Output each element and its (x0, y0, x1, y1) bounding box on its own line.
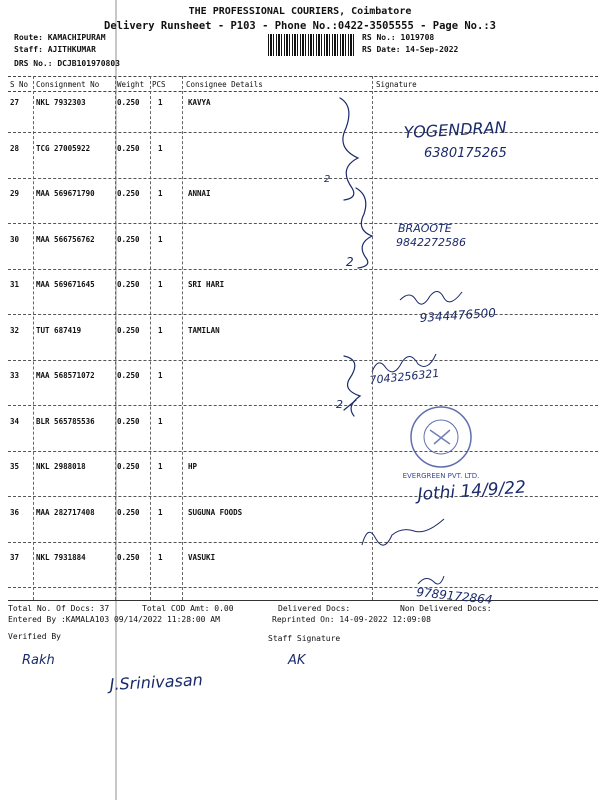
delivered-docs: Delivered Docs: (278, 604, 351, 613)
barcode (268, 34, 356, 56)
rs-date: RS Date: 14-Sep-2022 (362, 45, 459, 54)
row-weight: 0.250 (117, 280, 140, 289)
row-consignment-no: MAA 566756762 (36, 234, 95, 244)
row-pcs: 1 (158, 280, 163, 289)
row-pcs: 1 (158, 416, 163, 426)
total-docs: Total No. Of Docs: 37 (8, 604, 110, 613)
row-sno: 33 (10, 371, 20, 380)
sig-scribble-row32 (372, 354, 436, 372)
row-pcs: 1 (158, 143, 163, 153)
row-consignment-no: BLR 565785536 (36, 416, 95, 426)
sig-scribble-row31 (400, 291, 462, 304)
row-weight: 0.250 (117, 98, 140, 107)
verified-by-label: Verified By (8, 632, 61, 641)
col-signature: Signature (376, 80, 417, 89)
row-pcs: 1 (158, 507, 163, 517)
entered-by: Entered By :KAMALA103 09/14/2022 11:28:00 AM (8, 615, 220, 624)
row-consignee: ANNAI (188, 189, 211, 198)
row-weight: 0.250 (117, 189, 140, 198)
col-divider (33, 76, 34, 600)
bracket-rows-32-33 (344, 356, 360, 416)
col-consignment: Consignment No (36, 80, 100, 89)
row-divider (8, 314, 598, 315)
col-weight: Weight (117, 80, 145, 89)
row-sno: 32 (10, 325, 20, 335)
rs-number: RS No.: 1019708 (362, 33, 435, 42)
row-divider (8, 405, 598, 406)
col-divider (150, 76, 151, 600)
row-consignment-no: MAA 282717408 (36, 507, 95, 517)
row-consignee: TAMILAN (188, 325, 220, 335)
row-divider (8, 178, 598, 179)
row-consignee: KAVYA (188, 98, 211, 107)
col-divider (182, 76, 183, 600)
phone-row33: 7043256321 (368, 366, 440, 387)
company-title: THE PROFESSIONAL COURIERS, Coimbatore (188, 6, 412, 17)
row-sno: 36 (10, 507, 20, 517)
sig-row29: BRAOOTE (398, 222, 452, 235)
row-sno: 34 (10, 416, 20, 426)
phone-row31: 9344476500 (419, 305, 497, 325)
total-cod: Total COD Amt: 0.00 (142, 604, 234, 613)
row-pcs: 1 (158, 371, 163, 380)
col-pcs: PCS (152, 80, 166, 89)
staff-label: Staff: AJITHKUMAR (14, 45, 96, 54)
row-divider (8, 542, 598, 543)
row-weight: 0.250 (117, 234, 140, 244)
row-divider (8, 496, 598, 497)
staff-signature-label: Staff Signature (268, 634, 341, 643)
phone-row30: 9842272586 (396, 236, 466, 249)
row-consignment-no: MAA 569671790 (36, 189, 95, 198)
row-consignment-no: TCG 27005922 (36, 143, 91, 153)
row-consignment-no: NKL 7931884 (36, 553, 86, 562)
row-sno: 29 (10, 189, 20, 198)
reprinted-on: Reprinted On: 14-09-2022 12:09:08 (272, 615, 431, 624)
row-pcs: 1 (158, 462, 163, 471)
col-divider (115, 76, 116, 600)
row-sno: 35 (10, 462, 20, 471)
sig-row27: YOGENDRAN (403, 117, 507, 142)
row-consignee: SUGUNA FOODS (188, 507, 243, 517)
row-sno: 27 (10, 98, 20, 107)
sig-scribble-row37 (418, 576, 444, 584)
bracket-num-b: 2 (346, 255, 354, 269)
row-pcs: 1 (158, 98, 163, 107)
row-sno: 28 (10, 143, 20, 153)
row-divider (8, 223, 598, 224)
staff-signature-mark: AK (288, 653, 306, 668)
route-label: Route: KAMACHIPURAM (14, 33, 106, 42)
bottom-signature: J.Srinivasan (109, 670, 204, 694)
row-consignment-no: NKL 7932303 (36, 98, 86, 107)
bracket-num-a: 2 (324, 174, 331, 185)
row-sno: 30 (10, 234, 20, 244)
row-weight: 0.250 (117, 507, 140, 517)
runsheet-title: Delivery Runsheet - P103 - Phone No.:0422-3505555 - Page No.:3 (104, 20, 496, 32)
col-consignee: Consignee Details (186, 80, 263, 89)
company-stamp (403, 407, 480, 480)
row-consignment-no: NKL 2988018 (36, 462, 86, 471)
row-divider (8, 132, 598, 133)
row-consignment-no: TUT 687419 (36, 325, 82, 335)
row-sno: 37 (10, 553, 20, 562)
stamp-text: EVERGREEN PVT. LTD. (402, 472, 480, 480)
row-consignment-no: MAA 568571072 (36, 371, 95, 380)
row-pcs: 1 (158, 234, 163, 244)
row-divider (8, 587, 598, 588)
col-sno: S No (10, 80, 29, 89)
row-pcs: 1 (158, 189, 163, 198)
bracket-rows-29-30 (356, 188, 372, 268)
col-divider (372, 76, 373, 600)
footer-divider (8, 600, 598, 601)
row-pcs: 1 (158, 553, 163, 562)
row-consignee: SRI HARI (188, 280, 225, 289)
row-consignee: VASUKI (188, 553, 216, 562)
row-consignee: HP (188, 462, 198, 471)
row-divider (8, 360, 598, 361)
row-divider (8, 269, 598, 270)
bracket-num-c: 2 (336, 398, 343, 411)
row-weight: 0.250 (117, 462, 140, 471)
sig-row35: Jothi 14/9/22 (416, 477, 527, 505)
non-delivered-docs: Non Delivered Docs: (400, 604, 492, 613)
row-consignment-no: MAA 569671645 (36, 280, 95, 289)
row-weight: 0.250 (117, 553, 140, 562)
verified-signature: Rakh (22, 653, 55, 668)
row-weight: 0.250 (117, 371, 140, 380)
row-divider (8, 451, 598, 452)
row-weight: 0.250 (117, 325, 140, 335)
drs-number: DRS No.: DCJB101970803 (14, 59, 120, 68)
row-pcs: 1 (158, 325, 163, 335)
phone-row37: 9789172864 (415, 585, 494, 607)
row-sno: 31 (10, 280, 20, 289)
row-weight: 0.250 (117, 416, 140, 426)
row-weight: 0.250 (117, 143, 140, 153)
phone-row27: 6380175265 (424, 146, 507, 161)
bracket-rows-27-28 (340, 98, 358, 200)
